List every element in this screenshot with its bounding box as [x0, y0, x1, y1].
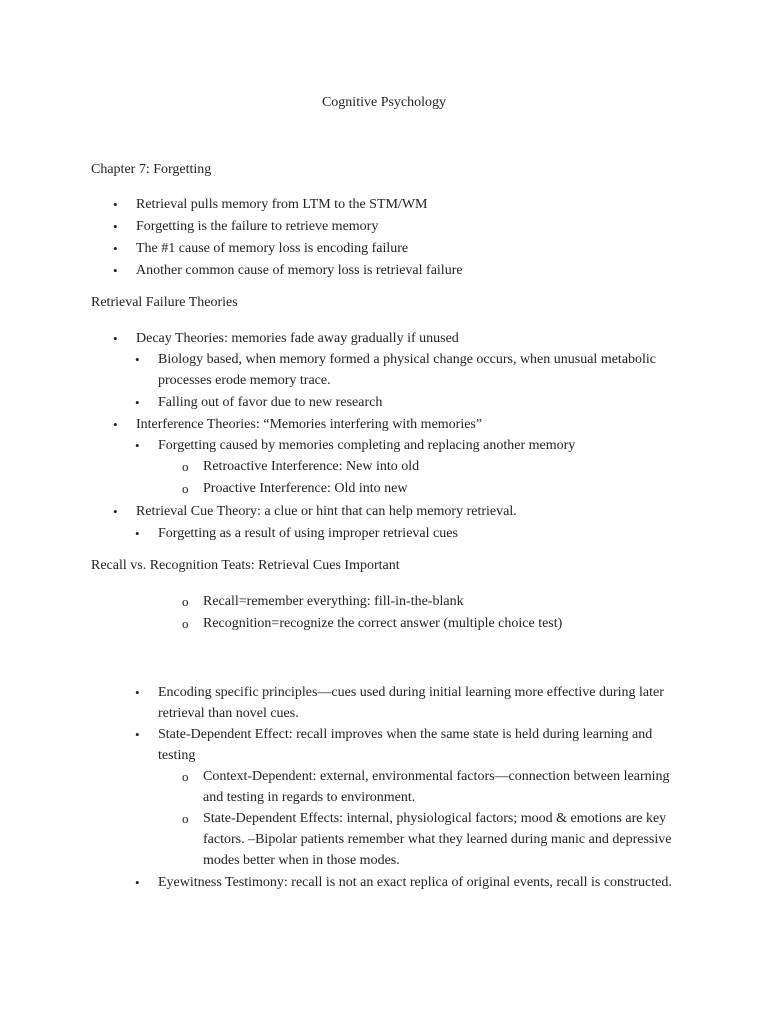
bullet-icon: • — [135, 526, 140, 541]
list-item-text: Another common cause of memory loss is retrieval failure — [136, 263, 463, 278]
list-item — [113, 194, 696, 215]
bullet-icon: • — [135, 438, 140, 453]
circle-bullet-icon: o — [182, 616, 189, 631]
circle-bullet-icon: o — [182, 481, 189, 496]
list-item-text: Biology based, when memory formed a physical change occurs, when unusual metabolic processes erode memory trace. — [158, 352, 657, 388]
list-item-interference — [113, 414, 696, 435]
list-item-text: Forgetting caused by memories completing and replacing another memory — [158, 438, 576, 453]
sub-list-item — [135, 349, 678, 391]
bullet-icon: • — [135, 685, 140, 700]
list-item-text: Recall=remember everything: fill-in-the-blank — [203, 594, 464, 609]
bullet-icon: • — [113, 417, 118, 432]
list-item — [113, 238, 696, 259]
list-item-text: Interference Theories: “Memories interfering with memories” — [136, 417, 483, 432]
bullet-icon: • — [113, 331, 118, 346]
sub-list-item — [135, 523, 678, 544]
list-item-text: State-Dependent Effects: internal, physiological factors; mood & emotions are key factors. –Bipolar patients remember what they learned during manic and depressive modes better when in those modes. — [203, 811, 672, 868]
sub-list-item — [135, 435, 678, 456]
list-item — [113, 216, 696, 237]
list-item-text: Recognition=recognize the correct answer (multiple choice test) — [203, 616, 563, 631]
circle-bullet-icon: o — [182, 594, 189, 609]
sub-sub-list-item — [182, 613, 683, 634]
list-item-text: Eyewitness Testimony: recall is not an exact replica of original events, recall is constructed. — [158, 875, 672, 890]
sub-sub-list-item — [182, 456, 683, 477]
bullet-icon: • — [113, 504, 118, 519]
sub-sub-list-item — [182, 591, 683, 612]
bullet-icon: • — [113, 263, 118, 278]
sub-sub-list-item — [182, 766, 683, 808]
circle-bullet-icon: o — [182, 811, 189, 826]
list-item — [113, 260, 696, 281]
list-item-text: The #1 cause of memory loss is encoding failure — [136, 241, 409, 256]
chapter-heading: Chapter 7: Forgetting — [91, 162, 212, 177]
list-item-text: Forgetting is the failure to retrieve memory — [136, 219, 379, 234]
sub-list-item — [135, 392, 678, 413]
bullet-icon: • — [135, 727, 140, 742]
circle-bullet-icon: o — [182, 459, 189, 474]
page-title: Cognitive Psychology — [321, 95, 447, 110]
sub-sub-list-item — [182, 808, 683, 871]
list-item-retrieval-cue — [113, 501, 696, 522]
section-heading-retrieval-failure: Retrieval Failure Theories — [91, 295, 238, 310]
list-item-text: Retrieval Cue Theory: a clue or hint that can help memory retrieval. — [136, 504, 517, 519]
bullet-icon: • — [135, 875, 140, 890]
list-item-text: Retroactive Interference: New into old — [203, 459, 420, 474]
bullet-icon: • — [113, 241, 118, 256]
bullet-icon: • — [135, 352, 140, 367]
bullet-icon: • — [113, 197, 118, 212]
circle-bullet-icon: o — [182, 769, 189, 784]
list-item-text: Encoding specific principles—cues used during initial learning more effective during later retrieval than novel cues. — [158, 685, 664, 721]
list-item-text: State-Dependent Effect: recall improves when the same state is held during learning and testing — [158, 727, 653, 763]
list-item-text: Forgetting as a result of using improper retrieval cues — [158, 526, 458, 541]
list-item-text: Proactive Interference: Old into new — [203, 481, 408, 496]
sub-sub-list-item — [182, 478, 683, 499]
list-item-decay — [113, 328, 696, 349]
bullet-icon: • — [113, 219, 118, 234]
list-item-text: Retrieval pulls memory from LTM to the STM/WM — [136, 197, 428, 212]
list-item-state-dependent — [135, 724, 678, 766]
list-item-eyewitness — [135, 872, 678, 893]
bullet-icon: • — [135, 395, 140, 410]
list-item-text: Context-Dependent: external, environmental factors—connection between learning and testing in regards to environment. — [203, 769, 670, 805]
section-heading-recall-recognition: Recall vs. Recognition Teats: Retrieval Cues Important — [91, 558, 400, 573]
list-item-encoding-specific — [135, 682, 678, 724]
list-item-text: Falling out of favor due to new research — [158, 395, 383, 410]
list-item-text: Decay Theories: memories fade away gradually if unused — [136, 331, 459, 346]
